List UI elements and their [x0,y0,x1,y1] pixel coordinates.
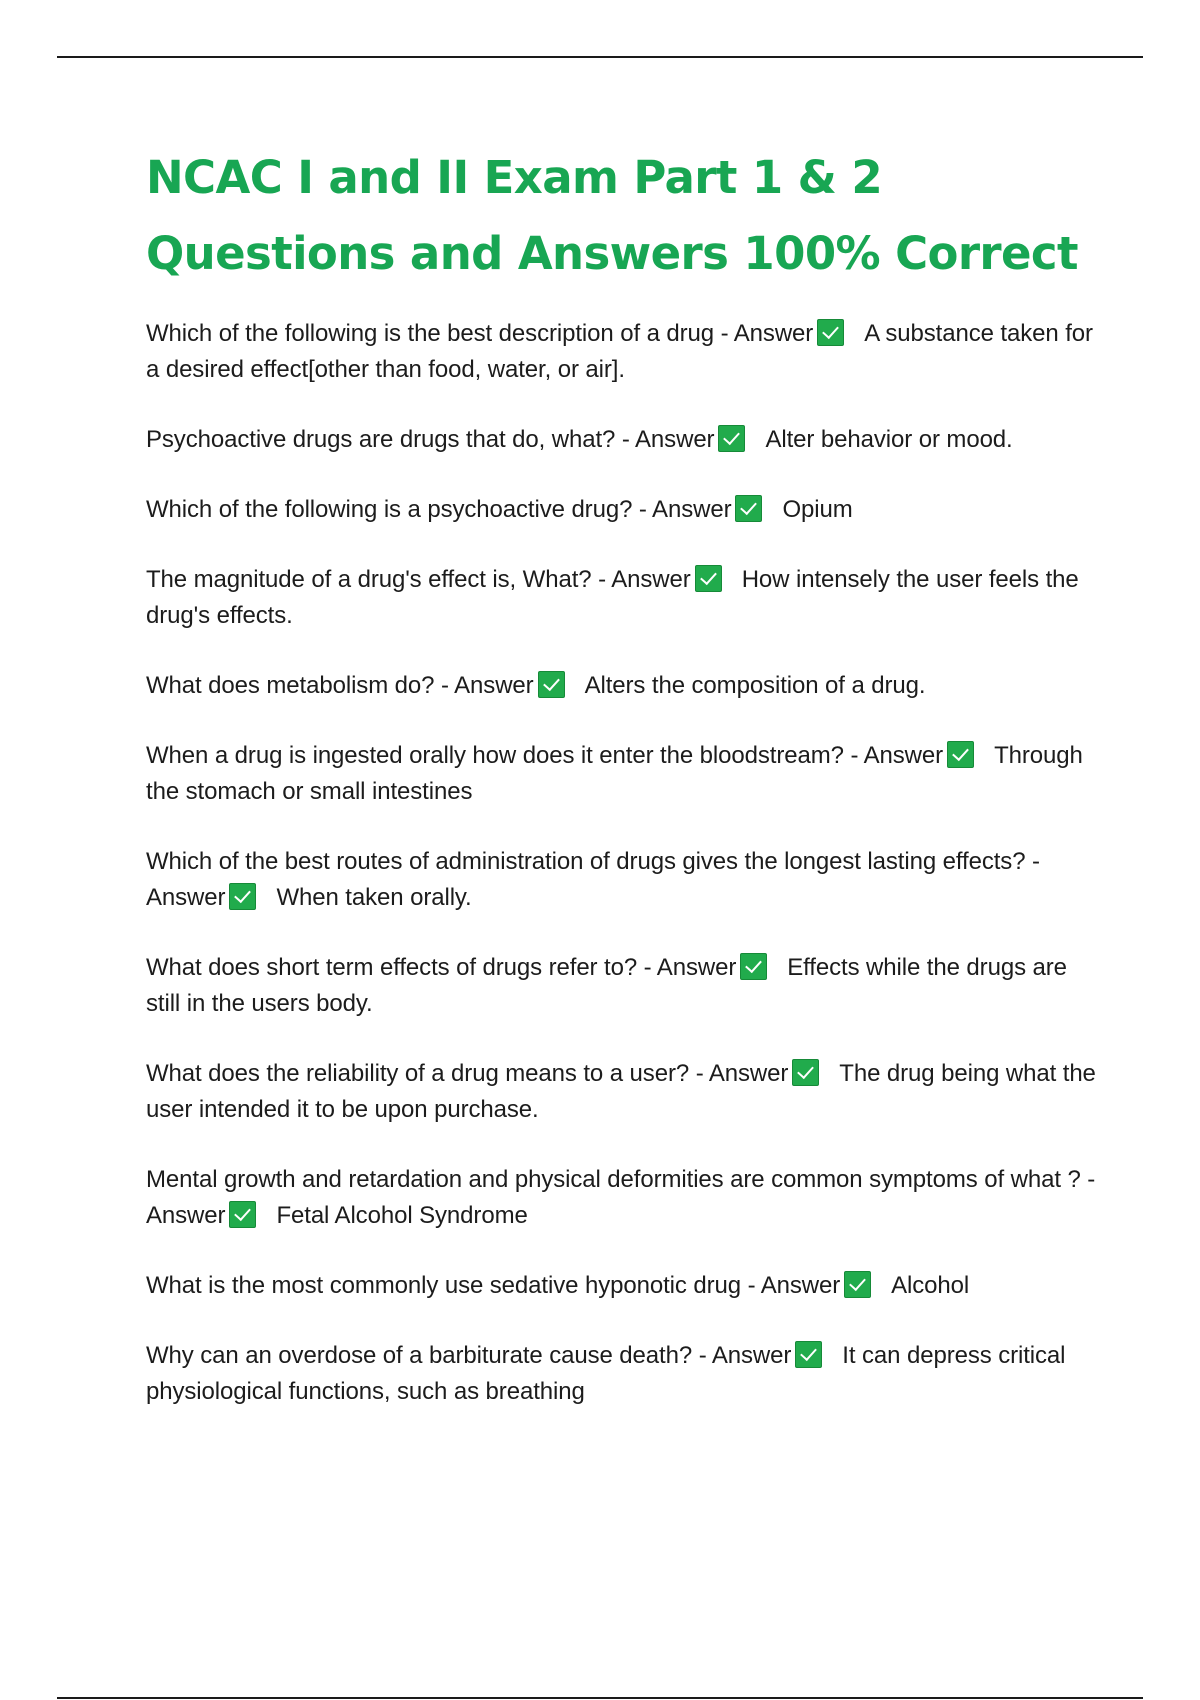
answer-text: The drug being what the user intended it to be upon purchase. [146,1060,1096,1123]
answer-marker: - Answer [695,1060,789,1087]
question-text: Psychoactive drugs are drugs that do, what? [146,426,616,453]
answer-text: Alcohol [891,1272,970,1299]
checkmark-icon [538,671,565,698]
answer-text: When taken orally. [276,884,472,911]
answer-marker: - Answer [850,742,944,769]
qa-item [146,738,1106,810]
answer-marker: - Answer [638,496,732,523]
qa-item [146,1268,1106,1304]
question-text: When a drug is ingested orally how does it enter the bloodstream? [146,742,844,769]
answer-text: Alters the composition of a drug. [584,672,926,699]
question-text: Why can an overdose of a barbiturate cause death? [146,1342,693,1369]
top-rule [57,56,1143,58]
question-text: What does metabolism do? [146,672,435,699]
checkmark-icon [718,425,745,452]
answer-marker: - Answer [441,672,534,699]
bottom-rule [57,1697,1143,1699]
checkmark-icon [792,1059,819,1086]
qa-item [146,562,1106,634]
answer-marker: - Answer [720,320,814,347]
qa-item [146,422,1106,458]
document-title: NCAC I and II Exam Part 1 & 2 Questions and Answers 100% Correct [146,151,1078,280]
qa-list [146,316,1106,1410]
answer-text: Fetal Alcohol Syndrome [276,1202,528,1229]
checkmark-icon [735,495,762,522]
question-text: What does short term effects of drugs refer to? [146,954,638,981]
question-text: What does the reliability of a drug means to a user? [146,1060,690,1087]
answer-marker: - Answer [598,566,691,593]
qa-item [146,492,1106,528]
checkmark-icon [817,319,844,346]
question-text: The magnitude of a drug's effect is, What? [146,566,592,593]
answer-text: Opium [782,496,853,523]
qa-item [146,1162,1106,1234]
question-text: Which of the following is the best description of a drug [146,320,715,347]
checkmark-icon [229,883,256,910]
qa-item [146,316,1106,388]
answer-marker: - Answer [698,1342,792,1369]
answer-marker: - Answer [621,426,715,453]
answer-text: Alter behavior or mood. [765,426,1013,453]
checkmark-icon [740,953,767,980]
answer-marker: - Answer [146,1166,1096,1229]
qa-item [146,1056,1106,1128]
answer-text: Effects while the drugs are still in the users body. [146,954,1067,1017]
answer-text: It can depress critical physiological functions, such as breathing [146,1342,1066,1405]
document-body [146,140,1106,1444]
qa-item [146,668,1106,704]
answer-text: Through the stomach or small intestines [146,742,1083,805]
answer-text: A substance taken for a desired effect[other than food, water, or air]. [146,320,1093,383]
qa-item [146,844,1106,916]
checkmark-icon [844,1271,871,1298]
question-text: Which of the best routes of administration of drugs gives the longest lasting effects? [146,848,1026,875]
checkmark-icon [229,1201,256,1228]
checkmark-icon [947,741,974,768]
question-text: Mental growth and retardation and physical deformities are common symptoms of what ? [146,1166,1081,1193]
checkmark-icon [795,1341,822,1368]
answer-marker: - Answer [146,848,1040,911]
qa-item [146,950,1106,1022]
answer-marker: - Answer [643,954,737,981]
question-text: Which of the following is a psychoactive drug? [146,496,633,523]
question-text: What is the most commonly use sedative hyponotic drug [146,1272,741,1299]
checkmark-icon [695,565,722,592]
answer-text: How intensely the user feels the drug's effects. [146,566,1079,629]
qa-item [146,1338,1106,1410]
answer-marker: - Answer [747,1272,841,1299]
